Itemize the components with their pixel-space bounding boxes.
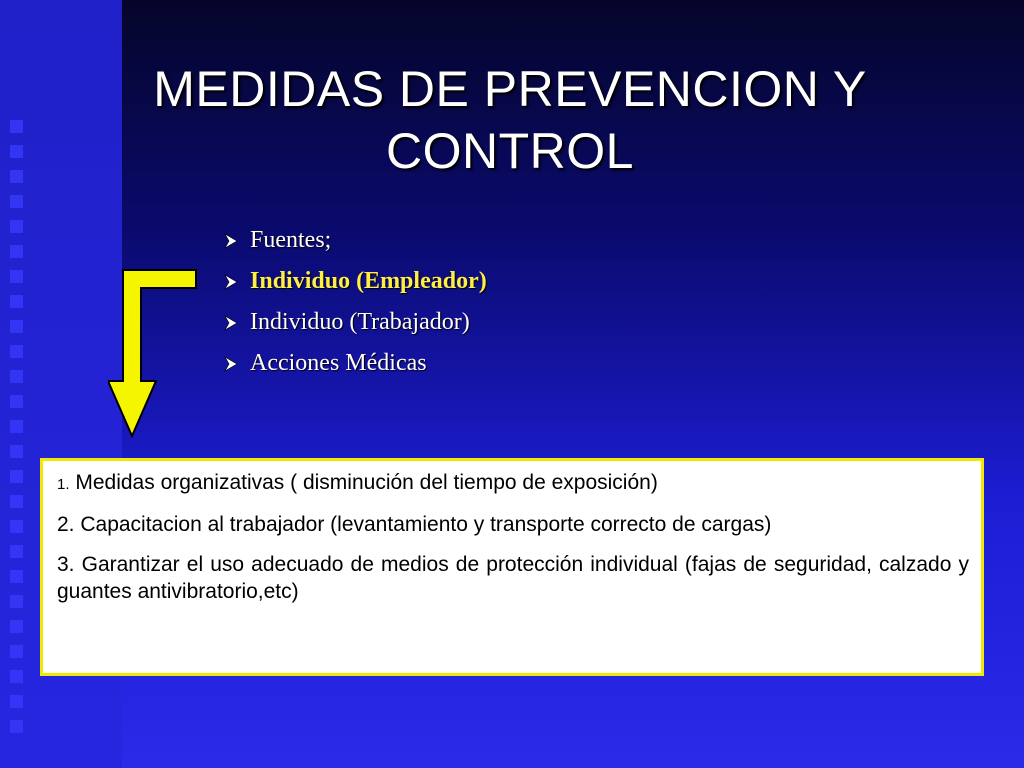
bent-down-arrow-icon [108,268,200,440]
slide-title: MEDIDAS DE PREVENCION Y CONTROL [153,61,867,179]
decorative-squares [10,120,24,745]
measure-item-2: 2. Capacitacion al trabajador (levantamiento y transporte correcto de cargas) [57,513,772,536]
bullet-label: Acciones Médicas [250,350,427,376]
measure-item-1-text: Medidas organizativas ( disminución del tiempo de exposición) [75,471,658,494]
bullet-list [222,220,487,384]
measure-item-3: 3. Garantizar el uso adecuado de medios de protección individual (fajas de seguridad, calzado y guantes antivibratorio,etc) [57,553,969,603]
arrowhead-bullet-icon [222,314,240,332]
bullet-label: Individuo (Trabajador) [250,309,470,335]
bullet-item-fuentes [222,220,487,261]
bullet-label: Fuentes; [250,227,332,253]
bullet-label: Individuo (Empleador) [250,268,487,294]
arrowhead-bullet-icon [222,355,240,373]
bullet-item-acciones-medicas [222,343,487,384]
arrowhead-bullet-icon [222,273,240,291]
bullet-item-trabajador [222,302,487,343]
bullet-item-empleador [222,261,487,302]
arrowhead-bullet-icon [222,232,240,250]
measure-item-1-number: 1. [57,476,70,493]
measures-box [40,458,984,676]
measure-item-1 [57,469,969,498]
